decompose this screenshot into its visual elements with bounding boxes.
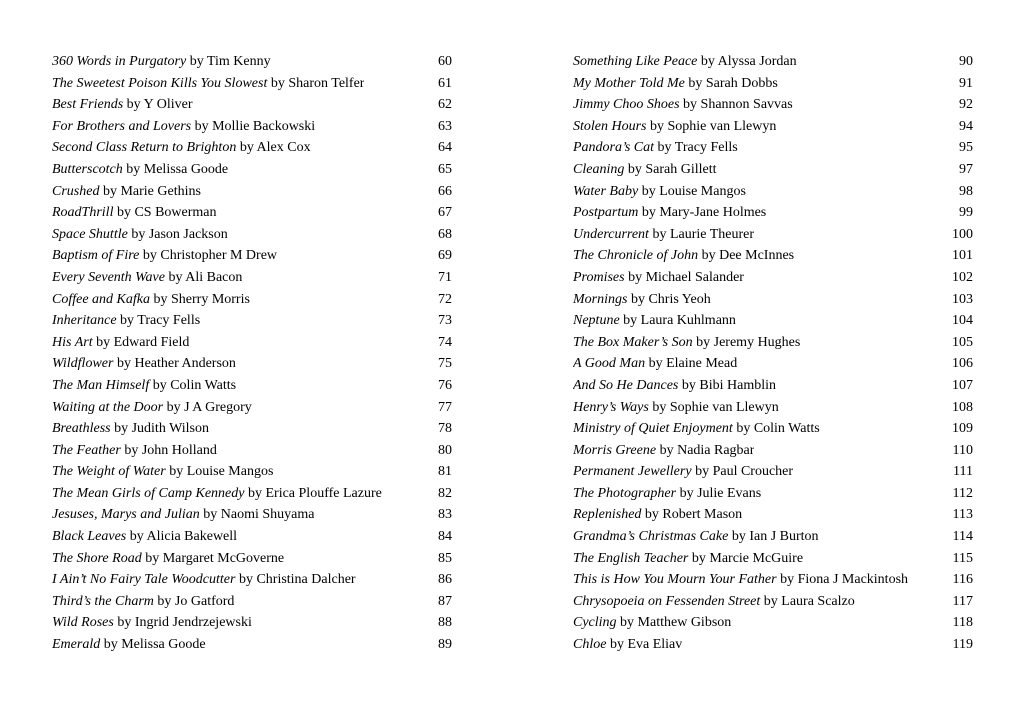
story-title: Inheritance (52, 313, 117, 329)
page-number: 95 (959, 140, 973, 156)
toc-entry (52, 569, 452, 591)
story-author: by Chris Yeoh (627, 291, 711, 307)
toc-entry (573, 461, 973, 483)
story-title: A Good Man (573, 356, 646, 372)
entry-title-author (573, 267, 744, 289)
toc-entry (52, 461, 452, 483)
story-author: by Fiona J Mackintosh (776, 572, 909, 588)
story-author: by Margaret McGoverne (141, 550, 285, 566)
story-author: by Laura Kuhlmann (619, 313, 736, 329)
story-title: The Box Maker’s Son (573, 334, 693, 350)
story-title: Every Seventh Wave (52, 269, 165, 285)
entry-title-author (52, 634, 206, 656)
toc-entry (52, 245, 452, 267)
toc-entry (52, 332, 452, 354)
toc-entry (573, 289, 973, 311)
toc-entry (52, 310, 452, 332)
page-number: 98 (959, 183, 973, 199)
toc-entry (52, 548, 452, 570)
entry-title-author (52, 548, 284, 570)
toc-entry (52, 440, 452, 462)
entry-title-author (573, 397, 779, 419)
page-number: 102 (952, 269, 973, 285)
story-title: The English Teacher (573, 550, 689, 566)
toc-entry (573, 310, 973, 332)
toc-entry (52, 137, 452, 159)
page-number: 106 (952, 356, 973, 372)
story-author: by Tim Kenny (186, 54, 271, 69)
toc-entry (52, 202, 452, 224)
entry-title-author (573, 634, 682, 656)
page-number: 63 (438, 118, 452, 134)
toc-entry (52, 526, 452, 548)
story-author: by Judith Wilson (110, 421, 209, 437)
entry-title-author (573, 94, 793, 116)
entry-title-author (573, 51, 797, 73)
page-number: 89 (438, 637, 452, 653)
entry-title-author (573, 461, 793, 483)
page-number: 86 (438, 572, 452, 588)
page-number: 91 (959, 75, 973, 91)
story-title: Waiting at the Door (52, 399, 164, 415)
entry-title-author (573, 548, 803, 570)
story-author: by Jason Jackson (127, 226, 228, 242)
entry-title-author (573, 181, 746, 203)
page-number: 66 (438, 183, 452, 199)
toc-entry (573, 159, 973, 181)
story-title: Emerald (52, 637, 101, 653)
story-title: Cleaning (573, 161, 625, 177)
story-author: by Sophie van Llewyn (646, 118, 777, 134)
page-number: 72 (438, 291, 452, 307)
page-number: 84 (438, 529, 452, 545)
story-author: by Erica Plouffe Lazure (244, 485, 382, 501)
entry-title-author (573, 569, 908, 591)
entry-title-author (52, 418, 209, 440)
toc-entry (52, 289, 452, 311)
story-title: RoadThrill (52, 205, 114, 221)
entry-title-author (52, 353, 236, 375)
entry-title-author (52, 289, 250, 311)
story-title: Postpartum (573, 205, 639, 221)
story-author: by Christopher M Drew (139, 248, 278, 264)
story-author: by CS Bowerman (113, 205, 217, 221)
entry-title-author (573, 483, 761, 505)
entry-title-author (573, 245, 794, 267)
entry-title-author (573, 116, 776, 138)
entry-title-author (52, 267, 242, 289)
toc-entry (573, 202, 973, 224)
page-number: 104 (952, 313, 973, 329)
toc-entry (52, 181, 452, 203)
story-title: Space Shuttle (52, 226, 128, 242)
entry-title-author (52, 440, 217, 462)
page-number: 97 (959, 161, 973, 177)
story-author: by Colin Watts (732, 421, 820, 437)
page-number: 90 (959, 54, 973, 69)
entry-title-author (52, 137, 311, 159)
story-title: Jesuses, Marys and Julian (52, 507, 200, 523)
toc-entry (52, 418, 452, 440)
page-number: 74 (438, 334, 452, 350)
story-author: by Sherry Morris (150, 291, 250, 307)
story-title: Chrysopoeia on Fessenden Street (573, 593, 761, 609)
toc-entry (573, 526, 973, 548)
toc-column-right (573, 51, 973, 656)
story-author: by Dee McInnes (698, 248, 795, 264)
page-number: 67 (438, 205, 452, 221)
story-author: by Heather Anderson (113, 356, 236, 372)
story-title: Baptism of Fire (52, 248, 140, 264)
story-title: His Art (52, 334, 93, 350)
story-title: Butterscotch (52, 161, 123, 177)
page-number: 92 (959, 97, 973, 113)
story-title: The Weight of Water (52, 464, 166, 480)
story-author: by Ali Bacon (164, 269, 243, 285)
entry-title-author (573, 332, 800, 354)
toc-entry (52, 483, 452, 505)
story-title: The Photographer (573, 485, 677, 501)
story-author: by Shannon Savvas (679, 97, 793, 113)
story-title: Neptune (573, 313, 620, 329)
story-author: by Sarah Dobbs (684, 75, 778, 91)
story-title: The Feather (52, 442, 121, 458)
entry-title-author (52, 245, 277, 267)
toc-entry (573, 73, 973, 95)
story-title: My Mother Told Me (573, 75, 685, 91)
page-number: 100 (952, 226, 973, 242)
story-title: The Sweetest Poison Kills You Slowest (52, 75, 268, 91)
story-author: by Melissa Goode (100, 637, 206, 653)
toc-entry (52, 159, 452, 181)
story-author: by Eva Eliav (606, 637, 683, 653)
story-author: by Sarah Gillett (624, 161, 717, 177)
story-author: by Matthew Gibson (616, 615, 732, 631)
story-author: by Elaine Mead (645, 356, 738, 372)
story-title: Grandma’s Christmas Cake (573, 529, 729, 545)
story-title: The Shore Road (52, 550, 142, 566)
story-author: by Alyssa Jordan (697, 54, 797, 69)
entry-title-author (52, 94, 193, 116)
story-title: Mornings (573, 291, 628, 307)
page-number: 60 (438, 54, 452, 69)
story-title: The Man Himself (52, 377, 150, 393)
entry-title-author (52, 224, 228, 246)
story-title: Crushed (52, 183, 100, 199)
page-number: 114 (952, 529, 973, 545)
toc-entry (52, 73, 452, 95)
story-author: by Tracy Fells (654, 140, 738, 156)
story-title: Promises (573, 269, 625, 285)
page-number: 73 (438, 313, 452, 329)
toc-entry (52, 591, 452, 613)
story-title: Henry’s Ways (573, 399, 649, 415)
page-number: 117 (952, 593, 973, 609)
toc-entry (573, 440, 973, 462)
story-author: by Ingrid Jendrzejewski (113, 615, 252, 631)
entry-title-author (52, 461, 273, 483)
entry-title-author (573, 137, 738, 159)
toc-entry (573, 267, 973, 289)
toc-entry (573, 181, 973, 203)
page-number: 116 (952, 572, 973, 588)
story-title: Second Class Return to Brighton (52, 140, 237, 156)
story-author: by Nadia Ragbar (656, 442, 755, 458)
page-number: 105 (952, 334, 973, 350)
page-number: 101 (952, 248, 973, 264)
story-author: by Paul Croucher (691, 464, 794, 480)
entry-title-author (52, 569, 356, 591)
story-title: Best Friends (52, 97, 124, 113)
toc-entry (52, 612, 452, 634)
story-title: Morris Greene (573, 442, 657, 458)
entry-title-author (573, 159, 717, 181)
entry-title-author (52, 526, 237, 548)
entry-title-author (573, 612, 731, 634)
entry-title-author (573, 224, 754, 246)
story-title: Wildflower (52, 356, 114, 372)
toc-entry (573, 418, 973, 440)
entry-title-author (52, 591, 234, 613)
page-number: 107 (952, 377, 973, 393)
entry-title-author (52, 116, 315, 138)
page-number: 85 (438, 550, 452, 566)
story-title: Coffee and Kafka (52, 291, 150, 307)
toc-entry (573, 332, 973, 354)
story-author: by Mary-Jane Holmes (638, 205, 767, 221)
page-number: 71 (438, 269, 452, 285)
page-number: 61 (438, 75, 452, 91)
entry-title-author (573, 310, 736, 332)
story-author: by Sharon Telfer (267, 75, 365, 91)
story-author: by Sophie van Llewyn (648, 399, 779, 415)
story-author: by Marcie McGuire (688, 550, 804, 566)
story-title: Water Baby (573, 183, 639, 199)
page-number: 78 (438, 421, 452, 437)
story-title: I Ain’t No Fairy Tale Woodcutter (52, 572, 236, 588)
page-number: 109 (952, 421, 973, 437)
story-title: For Brothers and Lovers (52, 118, 192, 134)
page-number: 82 (438, 485, 452, 501)
story-author: by Naomi Shuyama (199, 507, 315, 523)
entry-title-author (573, 418, 820, 440)
story-author: by Tracy Fells (116, 313, 201, 329)
toc-entry (52, 397, 452, 419)
story-title: Cycling (573, 615, 617, 631)
story-author: by Colin Watts (149, 377, 237, 393)
toc-entry (52, 94, 452, 116)
entry-title-author (573, 202, 766, 224)
story-author: by Jo Gatford (153, 593, 235, 609)
toc-entry (52, 116, 452, 138)
page-number: 69 (438, 248, 452, 264)
page-number: 112 (952, 485, 973, 501)
page-number: 103 (952, 291, 973, 307)
story-author: by Laura Scalzo (760, 593, 855, 609)
story-title: Black Leaves (52, 529, 127, 545)
entry-title-author (52, 375, 236, 397)
page-number: 108 (952, 399, 973, 415)
page-number: 110 (952, 442, 973, 458)
toc-entry (573, 634, 973, 656)
story-author: by Jeremy Hughes (692, 334, 801, 350)
toc-entry (573, 245, 973, 267)
story-title: Wild Roses (52, 615, 114, 631)
entry-title-author (573, 591, 855, 613)
story-title: Pandora’s Cat (573, 140, 655, 156)
page-number: 64 (438, 140, 452, 156)
story-title: Chloe (573, 637, 607, 653)
toc-entry (573, 375, 973, 397)
story-author: by Melissa Goode (122, 161, 229, 177)
entry-title-author (52, 332, 189, 354)
toc-entry (573, 612, 973, 634)
page-number: 80 (438, 442, 452, 458)
story-author: by Marie Gethins (99, 183, 201, 199)
entry-title-author (573, 440, 754, 462)
story-author: by Christina Dalcher (235, 572, 356, 588)
page-number: 111 (953, 464, 973, 480)
story-title: The Chronicle of John (573, 248, 699, 264)
toc-entry (52, 375, 452, 397)
toc-entry (573, 137, 973, 159)
toc-entry (573, 94, 973, 116)
entry-title-author (52, 181, 201, 203)
entry-title-author (573, 526, 819, 548)
page-number: 87 (438, 593, 452, 609)
page-number: 83 (438, 507, 452, 523)
toc-entry (52, 224, 452, 246)
story-title: Replenished (573, 507, 642, 523)
story-author: by J A Gregory (163, 399, 252, 415)
page-number: 88 (438, 615, 452, 631)
page-number: 75 (438, 356, 452, 372)
story-title: Permanent Jewellery (573, 464, 692, 480)
story-title: This is How You Mourn Your Father (573, 572, 777, 588)
entry-title-author (573, 504, 742, 526)
entry-title-author (573, 73, 778, 95)
story-title: Ministry of Quiet Enjoyment (573, 421, 733, 437)
toc-entry (573, 504, 973, 526)
story-author: by Robert Mason (641, 507, 743, 523)
story-author: by John Holland (120, 442, 217, 458)
story-author: by Y Oliver (123, 97, 193, 113)
entry-title-author (52, 202, 217, 224)
entry-title-author (52, 51, 271, 73)
story-title: Third’s the Charm (52, 593, 154, 609)
entry-title-author (52, 612, 252, 634)
toc-column-left (52, 51, 452, 656)
page-number: 62 (438, 97, 452, 113)
story-author: by Mollie Backowski (191, 118, 316, 134)
entry-title-author (52, 73, 364, 95)
story-author: by Ian J Burton (728, 529, 819, 545)
story-title: 360 Words in Purgatory (52, 54, 187, 69)
page-number: 115 (952, 550, 973, 566)
page-number: 118 (952, 615, 973, 631)
page-number: 119 (952, 637, 973, 653)
page-number: 81 (438, 464, 452, 480)
story-author: by Edward Field (92, 334, 190, 350)
story-title: Jimmy Choo Shoes (573, 97, 680, 113)
story-title: Something Like Peace (573, 54, 698, 69)
story-author: by Michael Salander (624, 269, 744, 285)
toc-entry (52, 51, 452, 73)
page-number: 113 (952, 507, 973, 523)
entry-title-author (52, 483, 382, 505)
story-author: by Bibi Hamblin (678, 377, 776, 393)
story-title: Undercurrent (573, 226, 649, 242)
toc-entry (52, 504, 452, 526)
story-title: And So He Dances (573, 377, 679, 393)
toc-entry (52, 634, 452, 656)
story-title: Breathless (52, 421, 111, 437)
story-author: by Alicia Bakewell (126, 529, 238, 545)
toc-entry (573, 224, 973, 246)
entry-title-author (52, 310, 200, 332)
story-title: Stolen Hours (573, 118, 647, 134)
toc-entry (573, 591, 973, 613)
toc-entry (52, 267, 452, 289)
toc-entry (573, 397, 973, 419)
story-author: by Laurie Theurer (648, 226, 755, 242)
page-number: 99 (959, 205, 973, 221)
entry-title-author (52, 504, 314, 526)
entry-title-author (52, 159, 228, 181)
toc-entry (573, 569, 973, 591)
toc-entry (573, 548, 973, 570)
toc-entry (573, 116, 973, 138)
page-number: 65 (438, 161, 452, 177)
toc-entry (573, 353, 973, 375)
entry-title-author (52, 397, 252, 419)
page-number: 94 (959, 118, 973, 134)
story-title: The Mean Girls of Camp Kennedy (52, 485, 245, 501)
toc-entry (573, 51, 973, 73)
story-author: by Julie Evans (676, 485, 762, 501)
entry-title-author (573, 289, 711, 311)
entry-title-author (573, 375, 776, 397)
page-number: 77 (438, 399, 452, 415)
page-number: 76 (438, 377, 452, 393)
toc-entry (573, 483, 973, 505)
entry-title-author (573, 353, 737, 375)
page-number: 68 (438, 226, 452, 242)
toc-entry (52, 353, 452, 375)
story-author: by Louise Mangos (165, 464, 274, 480)
story-author: by Louise Mangos (638, 183, 746, 199)
story-author: by Alex Cox (236, 140, 311, 156)
